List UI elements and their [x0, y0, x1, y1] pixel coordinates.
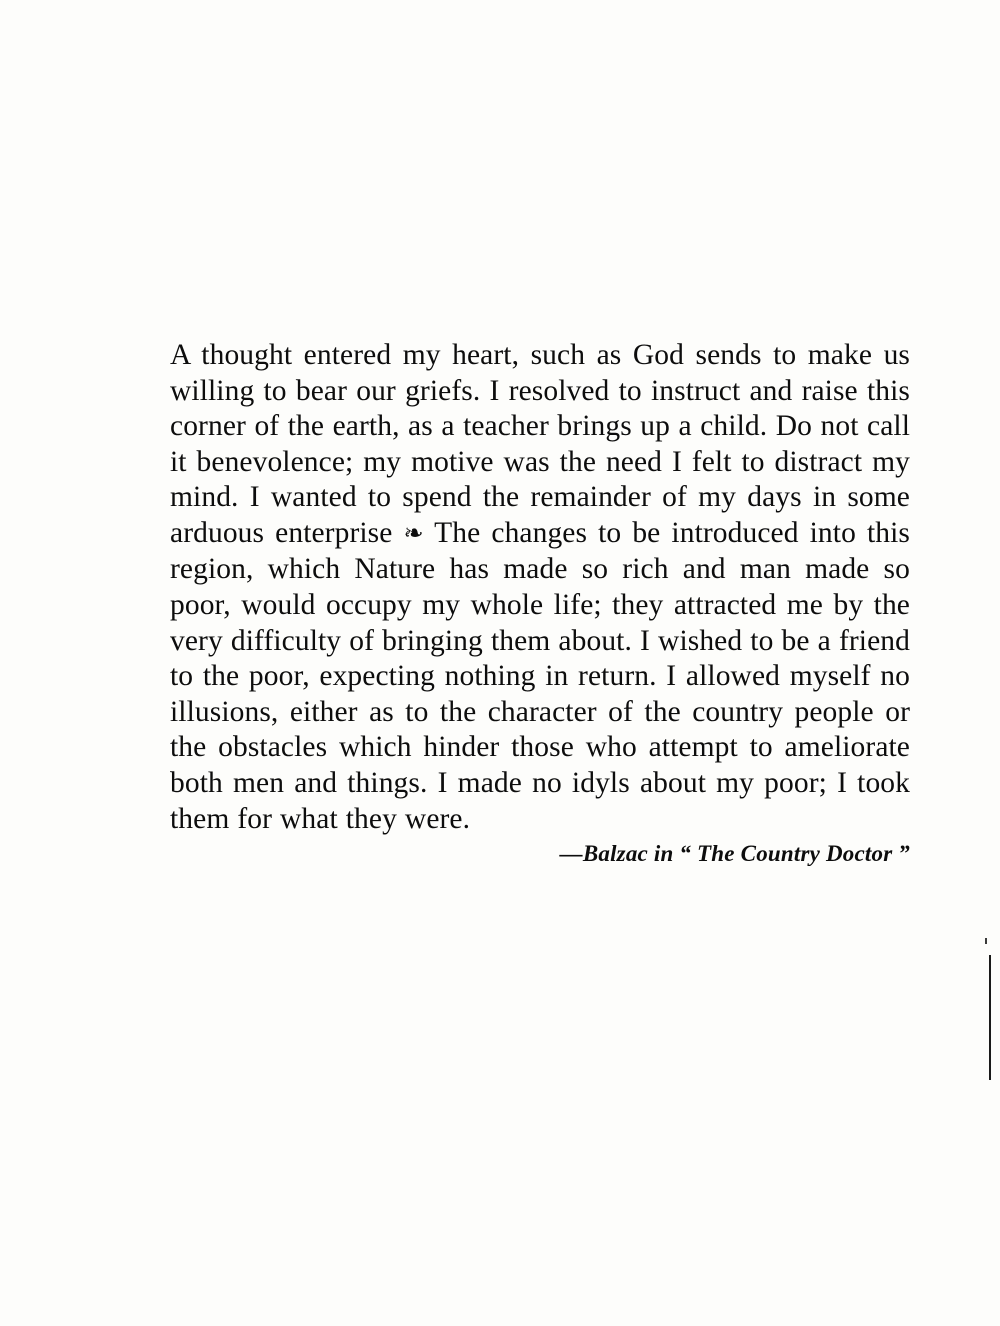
quotation-text-part-1: A thought entered my heart, such as God sends to make us willing to bear our griefs. I resolved to instruct and raise this corner of the earth, as a teacher brings up a child. Do not call it benevolence; my motive was the need I felt to distract my mind. I wanted to spend the remainder of my days in some arduous enterprise — [170, 339, 910, 549]
page-edge-mark — [989, 955, 991, 1080]
quotation-attribution: —Balzac in “ The Country Doctor ” — [559, 841, 910, 867]
quotation-text — [170, 338, 910, 837]
fleuron-ornament-icon: ❧ — [403, 520, 424, 547]
page-edge-speck — [985, 938, 987, 944]
quotation-text-part-2: The changes to be introduced into this region, which Nature has made so rich and man made so poor, would occupy my whole life; they attracted me by the very difficulty of bringing them about. I wished to be a friend to the poor, expecting nothing in return. I allowed myself no illusions, either as to the character of the country people or the obstacles which hinder those who attempt to ameliorate both men and things. I made no idyls about my poor; I took them for what they were. — [170, 516, 910, 835]
quotation-block — [170, 338, 910, 869]
